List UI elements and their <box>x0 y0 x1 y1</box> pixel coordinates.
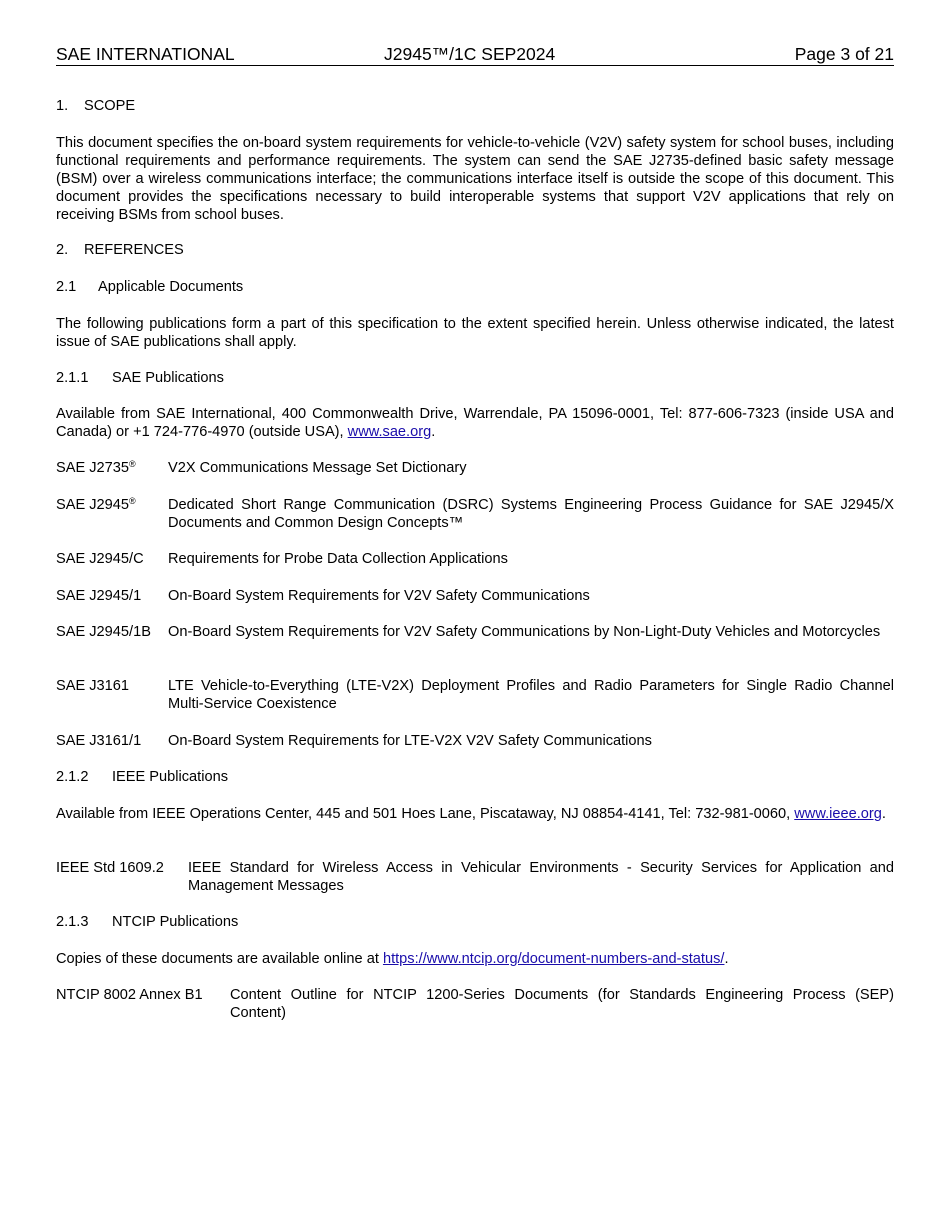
reference-code: SAE J2945/1 <box>56 588 142 604</box>
section-2-1-3-heading <box>56 913 894 931</box>
ieee-availability-text: Available from IEEE Operations Center, 445 and 501 Hoes Lane, Piscataway, NJ 08854-4141, Tel: 732-981-0060, <box>56 806 795 822</box>
reference-title: On-Board System Requirements for V2V Safety Communications <box>168 588 590 604</box>
header-org: SAE INTERNATIONAL <box>56 44 235 64</box>
section-title: REFERENCES <box>84 242 184 258</box>
ntcip-website-link[interactable]: https://www.ntcip.org/document-numbers-and-status/ <box>382 951 725 967</box>
reference-entry <box>56 623 894 641</box>
reference-code: SAE J2945® <box>56 496 136 513</box>
section-number: 1. <box>56 98 69 114</box>
page-header <box>56 43 894 66</box>
sae-availability-paragraph <box>56 405 894 441</box>
reference-title: Dedicated Short Range Communication (DSRC) Systems Engineering Process Guidance for SAE J2945/X Documents and Common Design Concepts™ <box>168 497 894 531</box>
reference-title: Requirements for Probe Data Collection Applications <box>168 551 508 567</box>
ntcip-availability-paragraph <box>56 950 894 968</box>
section-2-heading <box>56 241 894 259</box>
ieee-website-link[interactable]: www.ieee.org <box>794 806 882 822</box>
section-title: IEEE Publications <box>112 769 229 785</box>
period: . <box>724 951 729 967</box>
section-title: SAE Publications <box>112 370 224 386</box>
reference-code: SAE J3161 <box>56 678 130 694</box>
reference-entry <box>56 550 894 568</box>
section-number: 2. <box>56 242 69 258</box>
reference-entry <box>56 986 894 1022</box>
section-number: 2.1 <box>56 279 77 295</box>
section-number: 2.1.1 <box>56 370 89 386</box>
period: . <box>881 806 886 822</box>
reference-title: On-Board System Requirements for LTE-V2X V2V Safety Communications <box>168 733 652 749</box>
reference-entry <box>56 677 894 713</box>
period: . <box>431 424 436 440</box>
reference-title: On-Board System Requirements for V2V Safety Communications by Non-Light-Duty Vehicles and Motorcycles <box>168 624 881 640</box>
section-title: SCOPE <box>84 98 136 114</box>
section-number: 2.1.3 <box>56 914 89 930</box>
section-title: Applicable Documents <box>98 279 244 295</box>
sae-website-link[interactable]: www.sae.org <box>347 424 432 440</box>
reference-entry <box>56 459 894 477</box>
section-2-1-1-heading <box>56 369 894 387</box>
section-number: 2.1.2 <box>56 769 89 785</box>
reference-entry <box>56 732 894 750</box>
ntcip-availability-text: Copies of these documents are available online at <box>56 951 383 967</box>
reference-code: SAE J3161/1 <box>56 733 142 749</box>
reference-entry <box>56 859 894 895</box>
scope-paragraph: This document specifies the on-board system requirements for vehicle-to-vehicle (V2V) safety system for school buses, including functional requirements and performance requirements. The system can send the SAE J2735-defined basic safety message (BSM) over a wireless communications interface; the communications interface itself is outside the scope of this document. This document provides the specifications necessary to build interoperable systems that support V2V applications that rely on receiving BSMs from school buses. <box>56 135 894 223</box>
sae-availability-text: Available from SAE International, 400 Commonwealth Drive, Warrendale, PA 15096-0001, Tel: 877-606-7323 (inside USA and Canada) or +1 724-776-4970 (outside USA), <box>56 406 894 440</box>
header-page-number: Page 3 of 21 <box>794 44 894 64</box>
reference-code: SAE J2945/C <box>56 551 144 567</box>
reference-code: SAE J2735® <box>56 459 136 476</box>
section-title: NTCIP Publications <box>112 914 239 930</box>
reference-code: SAE J2945/1B <box>56 624 151 640</box>
reference-entry <box>56 496 894 532</box>
ieee-availability-paragraph <box>56 805 894 823</box>
reference-title: LTE Vehicle-to-Everything (LTE-V2X) Deployment Profiles and Radio Parameters for Single Radio Channel Multi-Service Coexistence <box>168 678 894 712</box>
header-doc-id: J2945™/1C SEP2024 <box>384 44 556 64</box>
reference-code: IEEE Std 1609.2 <box>56 860 164 876</box>
reference-entry <box>56 587 894 605</box>
reference-title: IEEE Standard for Wireless Access in Vehicular Environments - Security Services for Application and Management Messages <box>188 860 894 894</box>
section-1-heading <box>56 97 894 115</box>
reference-title: Content Outline for NTCIP 1200-Series Documents (for Standards Engineering Process (SEP) Content) <box>230 987 894 1021</box>
reference-title: V2X Communications Message Set Dictionary <box>168 460 467 476</box>
reference-code: NTCIP 8002 Annex B1 <box>56 987 203 1003</box>
section-2-1-2-heading <box>56 768 894 786</box>
section-2-1-heading <box>56 278 894 296</box>
applicable-docs-paragraph: The following publications form a part of this specification to the extent specified herein. Unless otherwise indicated, the latest issue of SAE publications shall apply. <box>56 316 894 350</box>
